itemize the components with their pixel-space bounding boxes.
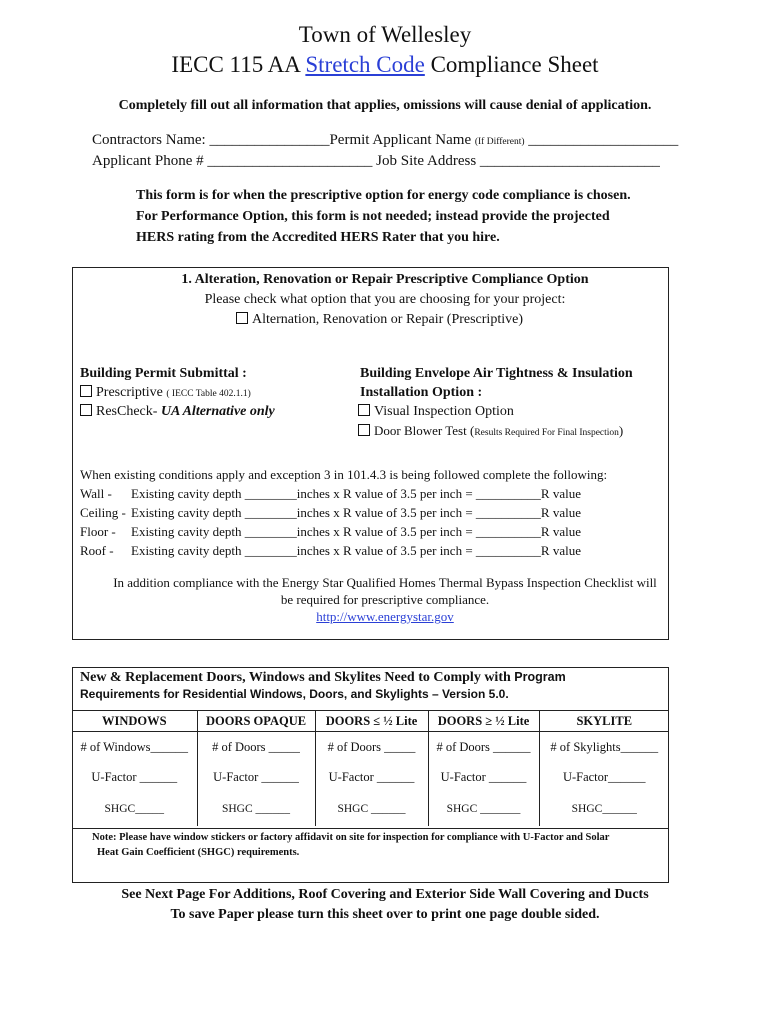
count-cell[interactable]: # of Doors ______ xyxy=(428,732,539,763)
intro-line-2: For Performance Option, this form is not needed; instead provide the projected xyxy=(136,209,610,224)
submittal-heading: Building Permit Submittal : xyxy=(80,366,247,381)
shgc-cell[interactable]: SHGC_____ xyxy=(104,803,164,815)
intro-line-3: HERS rating from the Accredited HERS Rater that you hire. xyxy=(136,230,500,245)
contractor-name-field[interactable] xyxy=(92,132,678,149)
rescheck-option[interactable] xyxy=(80,404,275,420)
contractor-name-label: Contractors Name: ________________ xyxy=(92,132,330,148)
footer-line-2: To save Paper please turn this sheet over to print one page double sided. xyxy=(170,907,600,922)
shgc-cell[interactable]: SHGC ______ xyxy=(197,792,315,826)
table-header-row xyxy=(72,711,669,732)
rescheck-checkbox[interactable] xyxy=(80,404,92,416)
prescriptive-label: Prescriptive xyxy=(96,385,167,400)
energy-star-link[interactable]: http://www.energystar.gov xyxy=(316,609,454,624)
rescheck-note: UA Alternative only xyxy=(160,404,275,419)
column-header: DOORS ≤ ½ Lite xyxy=(315,711,428,732)
ufactor-cell[interactable]: U-Factor ______ xyxy=(315,762,428,792)
count-cell[interactable]: # of Windows______ xyxy=(80,739,189,754)
footer-line-1: See Next Page For Additions, Roof Covering and Exterior Side Wall Covering and Ducts xyxy=(121,887,649,902)
section-2-heading-sans: Program xyxy=(514,670,566,684)
ufactor-cell[interactable]: U-Factor ______ xyxy=(197,762,315,792)
section-2-heading xyxy=(80,670,566,686)
column-header: DOORS ≥ ½ Lite xyxy=(428,711,539,732)
blower-test-note: Results Required For Final Inspection xyxy=(474,428,619,438)
permit-applicant-blank[interactable]: ____________________ xyxy=(524,132,679,148)
wall-row-text[interactable]: Existing cavity depth ________inches x R value of 3.5 per inch = __________R value xyxy=(131,486,581,501)
roof-row-text[interactable]: Existing cavity depth ________inches x R value of 3.5 per inch = __________R value xyxy=(131,543,581,558)
prescriptive-option[interactable] xyxy=(80,385,251,401)
envelope-heading-2: Installation Option : xyxy=(360,385,483,400)
ufactor-cell[interactable]: U-Factor ______ xyxy=(91,769,178,784)
roof-row[interactable] xyxy=(80,543,581,559)
table-row xyxy=(72,732,669,763)
table-row xyxy=(72,792,669,826)
permit-applicant-note: (If Different) xyxy=(474,137,525,147)
form-title xyxy=(0,52,770,78)
column-header: SKYLITE xyxy=(539,711,669,732)
count-cell[interactable]: # of Skylights______ xyxy=(539,732,669,763)
floor-row[interactable] xyxy=(80,524,581,540)
note-line-2: Heat Gain Coefficient (SHGC) requirements. xyxy=(97,847,300,858)
alteration-checkbox[interactable] xyxy=(236,312,248,324)
shgc-cell[interactable]: SHGC _______ xyxy=(428,792,539,826)
blower-test-label: Door Blower Test ( xyxy=(374,423,475,438)
ufactor-cell[interactable]: U-Factor______ xyxy=(539,762,669,792)
shgc-cell[interactable]: SHGC______ xyxy=(539,792,669,826)
shgc-cell[interactable]: SHGC ______ xyxy=(315,792,428,826)
job-site-address-label[interactable]: Job Site Address ________________________ xyxy=(376,153,660,169)
alteration-option-label: Alternation, Renovation or Repair (Prescriptive) xyxy=(252,312,523,327)
stretch-code-link[interactable]: Stretch Code xyxy=(305,52,425,77)
ceiling-label: Ceiling - xyxy=(80,505,126,520)
energy-star-line-2: be required for prescriptive compliance. xyxy=(280,592,490,607)
page-title: Town of Wellesley xyxy=(298,22,472,47)
ceiling-row-text[interactable]: Existing cavity depth ________inches x R value of 3.5 per inch = __________R value xyxy=(131,505,581,520)
wall-row[interactable] xyxy=(80,486,581,502)
table-row xyxy=(72,762,669,792)
prescriptive-note: ( IECC Table 402.1.1) xyxy=(166,389,251,399)
form-title-suffix: Compliance Sheet xyxy=(424,52,599,77)
note-divider xyxy=(72,828,669,829)
phone-address-field[interactable] xyxy=(92,153,660,170)
form-title-prefix: IECC 115 AA xyxy=(171,52,306,77)
note-line-1: Note: Please have window stickers or factory affidavit on site for inspection for compliance with U-Factor and Solar xyxy=(92,832,610,843)
section-2-subheading: Requirements for Residential Windows, Doors, and Skylights – Version 5.0. xyxy=(80,687,509,701)
wall-label: Wall - xyxy=(80,486,112,501)
section-1-heading: 1. Alteration, Renovation or Repair Prescriptive Compliance Option xyxy=(181,272,589,287)
ceiling-row[interactable] xyxy=(80,505,581,521)
existing-conditions-intro: When existing conditions apply and exception 3 in 101.4.3 is being followed complete the following: xyxy=(80,467,608,482)
prescriptive-checkbox[interactable] xyxy=(80,385,92,397)
blower-test-checkbox[interactable] xyxy=(358,424,370,436)
intro-line-1: This form is for when the prescriptive option for energy code compliance is chosen. xyxy=(136,188,631,203)
count-cell[interactable]: # of Doors _____ xyxy=(315,732,428,763)
visual-inspection-label: Visual Inspection Option xyxy=(374,404,514,419)
count-cell[interactable]: # of Doors _____ xyxy=(197,732,315,763)
permit-applicant-label: Permit Applicant Name xyxy=(329,132,475,148)
floor-label: Floor - xyxy=(80,524,116,539)
alteration-option[interactable] xyxy=(236,312,523,328)
column-header: DOORS OPAQUE xyxy=(197,711,315,732)
energy-star-line-1: In addition compliance with the Energy Star Qualified Homes Thermal Bypass Inspection Checklist will xyxy=(113,575,657,590)
section-1-prompt: Please check what option that you are choosing for your project: xyxy=(204,292,566,307)
fenestration-table xyxy=(72,710,669,826)
visual-inspection-option[interactable] xyxy=(358,404,514,420)
applicant-phone-label[interactable]: Applicant Phone # ______________________ xyxy=(92,153,377,169)
instruction-text: Completely fill out all information that applies, omissions will cause denial of application. xyxy=(118,98,652,113)
roof-label: Roof - xyxy=(80,543,114,558)
ufactor-cell[interactable]: U-Factor ______ xyxy=(428,762,539,792)
rescheck-label: ResCheck- xyxy=(96,404,161,419)
column-header: WINDOWS xyxy=(72,711,197,732)
envelope-heading-1: Building Envelope Air Tightness & Insulation xyxy=(360,366,633,381)
blower-test-option[interactable] xyxy=(358,423,623,439)
blower-test-close: ) xyxy=(618,423,624,438)
section-2-heading-serif: New & Replacement Doors, Windows and Skylites Need to Comply with xyxy=(80,670,515,685)
floor-row-text[interactable]: Existing cavity depth ________inches x R value of 3.5 per inch = __________R value xyxy=(131,524,581,539)
visual-inspection-checkbox[interactable] xyxy=(358,404,370,416)
